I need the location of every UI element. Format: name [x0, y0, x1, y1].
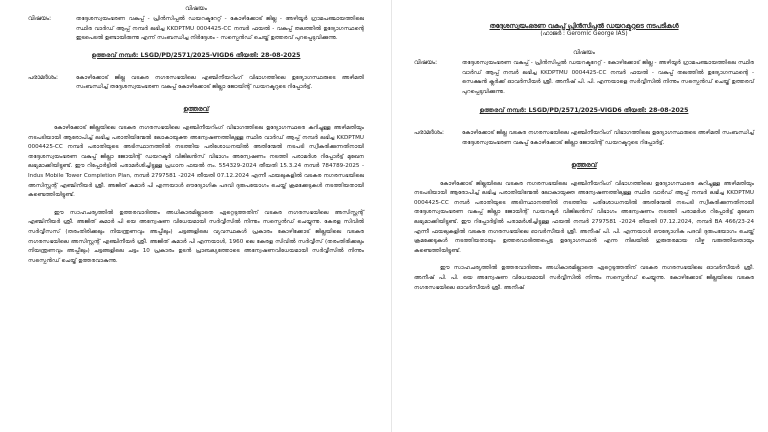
top-label: വിഷയം: [573, 49, 595, 56]
subject-label: വിഷയം:: [414, 60, 438, 66]
body-paragraph-2: ഈ സാഹചര്യത്തിൽ ഉത്തരവാദിത്തം അധികാരമില്ലാതെ ഏറ്റെടുത്തതിന് വടകര നഗരസഭയിലെ അസിസ്റ്റന്റ് എഞ്ചിനീയർ ശ്രീ. അജിത് കുമാർ പി യെ അന്വേഷണ വിധേയമായി സർവ്വീസിൽ നിന്നും സസ്പെൻഡ് ചെയ്യുന്നു. കേരള സിവിൽ സർവ്വീസസ് (തരംതിരിക്കലും നിയന്ത്രണവും അപ്പീലും) ചട്ടങ്ങളിലെ വ്യവസ്ഥകൾ പ്രകാരം കോഴിക്കോട് ജില്ലയിലെ വടകര നഗരസഭയിലെ അസിസ്റ്റന്റ് എഞ്ചിനീയർ ശ്രീ. അജിത് കുമാർ പി എന്നയാൾ, 1960 ലെ കേരള സിവിൽ സർവ്വീസ് (തരംതിരിക്കലും നിയന്ത്രണവും അപ്പീലും) ചട്ടങ്ങളിലെ ചട്ടം 10 പ്രകാരം ഉടൻ പ്രാബല്യത്തോടെ അന്വേഷണവിധേയമായി സർവ്വീസിൽ നിന്നും സസ്പെൻഡ് ചെയ്ത് ഉത്തരവാകുന്നു.: [28, 209, 364, 264]
page-divider: [391, 0, 392, 432]
subject-block: [28, 15, 364, 44]
body-paragraph-2: ഈ സാഹചര്യത്തിൽ ഉത്തരവാദിത്തം അധികാരമില്ലാതെ ഏറ്റെടുത്തതിന് വടകര നഗരസഭയിലെ ഓവർസീയർ ശ്രീ. അനീഷ് പി. പി. യെ അന്വേഷണ വിധേയമായി സർവ്വീസിൽ നിന്നും സസ്പെൻഡ് ചെയ്യുന്നു. കോഴിക്കോട് ജില്ലയിലെ വടകര നഗരസഭയിലെ ഓവർസീയർ ശ്രീ. അനീഷ്: [414, 265, 754, 291]
reference-label: പരാമർശം:: [28, 74, 58, 81]
reference-block: [28, 74, 364, 93]
order-reference: [28, 52, 364, 60]
reference-block: [414, 129, 754, 148]
body-paragraph-1: കോഴിക്കോട് ജില്ലയിലെ വടകര നഗരസഭയിലെ എഞ്ചിനീയറിംഗ് വിഭാഗത്തിലെ ഉദ്യോഗസ്ഥരെ കുറിച്ചുള്ള അഴിമതിയും നടപടിയായി ആരോപിച്ച് ലഭിച്ച പരാതിയിന്മേൽ ലോകായുക്ത അന്വേഷണത്തിലുള്ള സ്ഥിര വാർഡ് ആപ്പ് നമ്പർ ലഭിച്ച KKDPTMU 0004425-CC നമ്പർ പരാതിയുടെ അടിസ്ഥാനത്തിൽ നടത്തിയ പരിശോധനയിൽ അതിന്മേൽ നടപടി സ്വീകരിക്കുന്നതിനായി തദ്ദേശസ്വയംഭരണ വകുപ്പ് ജില്ലാ ജോയിന്റ് ഡയറക്ടർ വിജിലൻസ് വിഭാഗം അന്വേഷണം നടത്തി പരാമർശ റിപ്പോർട്ട് മുഖേന ലഭ്യമാക്കിയിട്ടുണ്ട്. ഈ റിപ്പോർട്ടിൽ പരാമർശിച്ചിട്ടുള്ള ഫയൽ നമ്പർ 2797581 -2024 തീയതി 07.12.2024, നമ്പർ BA 466/23-24 എന്നീ ഫയലുകളിൽ വടകര നഗരസഭയിലെ ഓവർസീയർ ശ്രീ. അനീഷ് പി. പി. എന്നയാൾ ഔദ്യോഗിക പദവി ദുരുപയോഗം ചെയ്ത് ക്രമക്കേടുകൾ നടത്തിയതായും ഉത്തരവാദിത്തപ്പെട്ട ഉദ്യോഗസ്ഥൻ എന്ന നിലയിൽ ഗുരുതരമായ വീഴ്ച വരുത്തിയതായും കണ്ടെത്തിയിട്ടുണ്ട്.: [414, 180, 754, 254]
header-subtitle: (ഹാജർ : Geromic George IAS): [540, 31, 628, 37]
body-paragraph-1: കോഴിക്കോട് ജില്ലയിലെ വടകര നഗരസഭയിലെ എഞ്ചിനീയറിംഗ് വിഭാഗത്തിലെ ഉദ്യോഗസ്ഥരെ കുറിച്ചുള്ള അഴിമതിയും നടപടിയായി ആരോപിച്ച് ലഭിച്ച പരാതിയിന്മേൽ ലോകായുക്ത അന്വേഷണത്തിലുള്ള സ്ഥിര വാർഡ് ആപ്പ് നമ്പർ ലഭിച്ച KKDPTMU 0004425-CC നമ്പർ പരാതിയുടെ അടിസ്ഥാനത്തിൽ നടത്തിയ പരിശോധനയിൽ അതിന്മേൽ നടപടി സ്വീകരിക്കുന്നതിനായി തദ്ദേശസ്വയംഭരണ വകുപ്പ് ജില്ലാ ജോയിന്റ് ഡയറക്ടർ വിജിലൻസ് വിഭാഗം അന്വേഷണം നടത്തി പരാമർശ റിപ്പോർട്ട് മുഖേന ലഭ്യമാക്കിയിട്ടുണ്ട്. ഈ റിപ്പോർട്ടിൽ പരാമർശിച്ചിട്ടുള്ള പ്രധാന ഫയൽ നം. 554329-2024 തീയതി 15.3.24 നമ്പർ 784789-2025 - Indus Mobile Tower Completion Plan, നമ്പർ 2797581 -2024 തീയതി 07.12.2024 എന്നീ ഫയലുകളിൽ വടകര നഗരസഭയിലെ അസിസ്റ്റന്റ് എഞ്ചിനീയർ ശ്രീ. അജിത് കുമാർ പി എന്നയാൾ ഔദ്യോഗിക പദവി ദുരുപയോഗം ചെയ്ത് ക്രമക്കേടുകൾ നടത്തിയതായി കണ്ടെത്തിയിട്ടുണ്ട്.: [28, 124, 364, 199]
reference-text: കോഴിക്കോട് ജില്ല വടകര നഗരസഭയിലെ എഞ്ചിനീയറിംഗ് വിഭാഗത്തിലെ ഉദ്യോഗസ്ഥരുടെ അഴിമതി സംബന്ധിച്ച് തദ്ദേശസ്വയംഭരണ വകുപ്പ് കോഴിക്കോട് ജില്ലാ ജോയിന്റ് ഡയറക്ടറുടെ റിപ്പോർട്ട്.: [76, 74, 364, 91]
top-label: വിഷയം: [185, 5, 207, 12]
subject-text: തദ്ദേശസ്വയംഭരണ വകുപ്പ് - പ്രിൻസിപ്പൽ ഡയറക്ടറേറ്റ് - കോഴിക്കോട് ജില്ല - അഴിയൂർ ഗ്രാമപഞ്ചായത്തിലെ സ്ഥിര വാർഡ് ആപ്പ് നമ്പർ ലഭിച്ച KKDPTMU 0004425-CC നമ്പർ ഫയൽ - വകുപ്പ് തലത്തിൽ ഉദ്യോഗസ്ഥന്റെ ഇടപെടൽ ഉണ്ടായിരുന്നു എന്ന് സംബന്ധിച്ച നിർദ്ദേശം - സസ്പെൻഡ് ചെയ്ത് ഉത്തരവ് പുറപ്പെടുവിക്കുന്നു.: [76, 16, 364, 42]
document-page-right: [400, 0, 768, 432]
order-reference-text: ഉത്തരവ് നമ്പർ: LSGD/PD/2571/2025-VIGD6 തീയതി: 28-08-2025: [91, 51, 301, 59]
subject-text: തദ്ദേശസ്വയംഭരണ വകുപ്പ് - പ്രിൻസിപ്പൽ ഡയറക്ടറേറ്റ് - കോഴിക്കോട് ജില്ല - അഴിയൂർ ഗ്രാമപഞ്ചായത്തിലെ സ്ഥിര വാർഡ് ആപ്പ് നമ്പർ ലഭിച്ച KKDPTMU 0004425-CC നമ്പർ ഫയൽ - വകുപ്പ് തലത്തിൽ ഉദ്യോഗസ്ഥന്റെ - സെക്ഷൻ ക്ലർക്ക് ഓവർസീയർ ശ്രീ. അനീഷ് പി. പി. എന്നയാളെ സർവ്വീസിൽ നിന്നും സസ്പെൻഡ് ചെയ്ത് ഉത്തരവ് പുറപ്പെടുവിക്കുന്നു.: [462, 60, 754, 95]
order-reference-text: ഉത്തരവ് നമ്പർ: LSGD/PD/2571/2025-VIGD6 തീയതി: 28-08-2025: [479, 107, 689, 115]
header-title: തദ്ദേശസ്വയംഭരണ വകുപ്പ് പ്രിൻസിപ്പൽ ഡയറക്ടറുടെ നടപടികൾ: [489, 22, 679, 30]
reference-label: പരാമർശം:: [414, 130, 444, 137]
subject-block: [414, 59, 754, 97]
order-heading: ഉത്തരവ്: [571, 160, 597, 169]
order-reference: [414, 107, 754, 115]
reference-text: കോഴിക്കോട് ജില്ല വടകര നഗരസഭയിലെ എഞ്ചിനീയറിംഗ് വിഭാഗത്തിലെ ഉദ്യോഗസ്ഥരുടെ അഴിമതി സംബന്ധിച്ച് തദ്ദേശസ്വയംഭരണ വകുപ്പ് കോഴിക്കോട് ജില്ലാ ജോയിന്റ് ഡയറക്ടറുടെ റിപ്പോർട്ട്.: [462, 130, 754, 146]
subject-label: വിഷയം:: [28, 16, 52, 22]
order-heading: ഉത്തരവ്: [183, 104, 209, 113]
